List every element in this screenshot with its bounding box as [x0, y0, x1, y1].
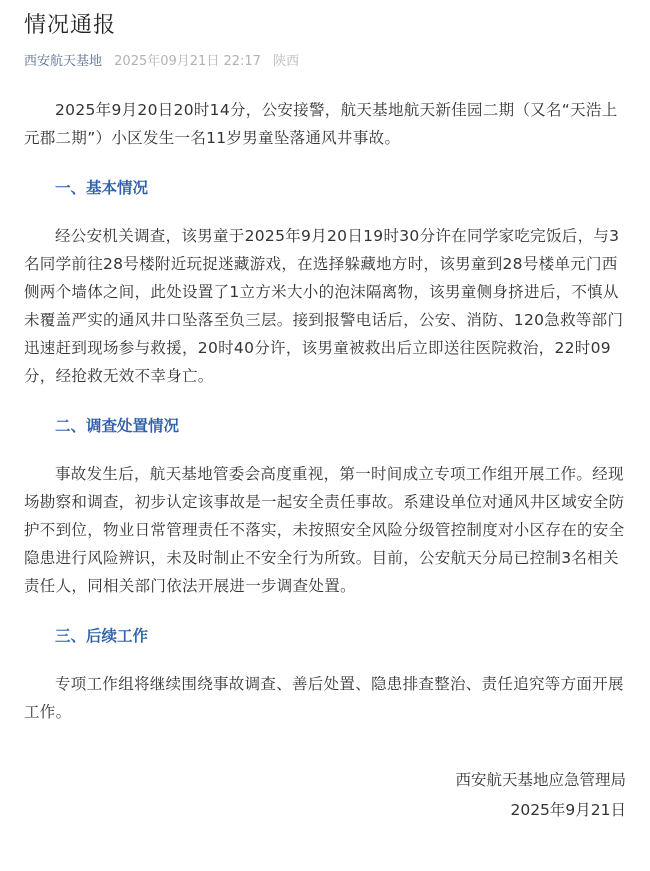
page-title: 情况通报	[24, 13, 117, 38]
article-body	[24, 96, 626, 726]
signoff-organization: 西安航天基地应急管理局	[455, 771, 626, 789]
article-meta	[24, 50, 299, 69]
section-heading-investigation: 二、调查处置情况	[55, 417, 180, 435]
author-link[interactable]: 西安航天基地	[24, 54, 103, 69]
section-heading-followup: 三、后续工作	[55, 627, 149, 645]
publish-location: 陕西	[273, 54, 300, 69]
section-body-investigation: 事故发生后，航天基地管委会高度重视，第一时间成立专项工作组开展工作。经现场勘察和调查，初步认定该事故是一起安全责任事故。系建设单位对通风井区域安全防护不到位，物业日常管理责任不落实，未按照安全风险分级管控制度对小区存在的安全隐患进行风险辨识，未及时制止不安全行为所致。目前，公安航天分局已控制3名相关责任人，同相关部门依法开展进一步调查处置。	[24, 465, 625, 595]
section-heading-basic: 一、基本情况	[55, 179, 149, 197]
publish-time: 2025年09月21日 22:17	[114, 54, 261, 69]
signoff-date: 2025年9月21日	[510, 801, 626, 819]
section-body-followup: 专项工作组将继续围绕事故调查、善后处置、隐患排查整治、责任追究等方面开展工作。	[24, 675, 624, 721]
section-body-basic: 经公安机关调查，该男童于2025年9月20日19时30分许在同学家吃完饭后，与3名同学前往28号楼附近玩捉迷藏游戏，在选择躲藏地方时，该男童到28号楼单元门西侧两个墙体之间，此处设置了1立方米大小的泡沫隔离物，该男童侧身挤进后，不慎从未覆盖严实的通风井口坠落至负三层。接到报警电话后，公安、消防、120急救等部门迅速赶到现场参与救援，20时40分许，该男童被救出后立即送往医院救治，22时09分，经抢救无效不幸身亡。	[24, 227, 624, 385]
intro-paragraph: 2025年9月20日20时14分，公安接警，航天基地航天新佳园二期（又名“天浩上元郡二期”）小区发生一名11岁男童坠落通风井事故。	[24, 101, 618, 147]
